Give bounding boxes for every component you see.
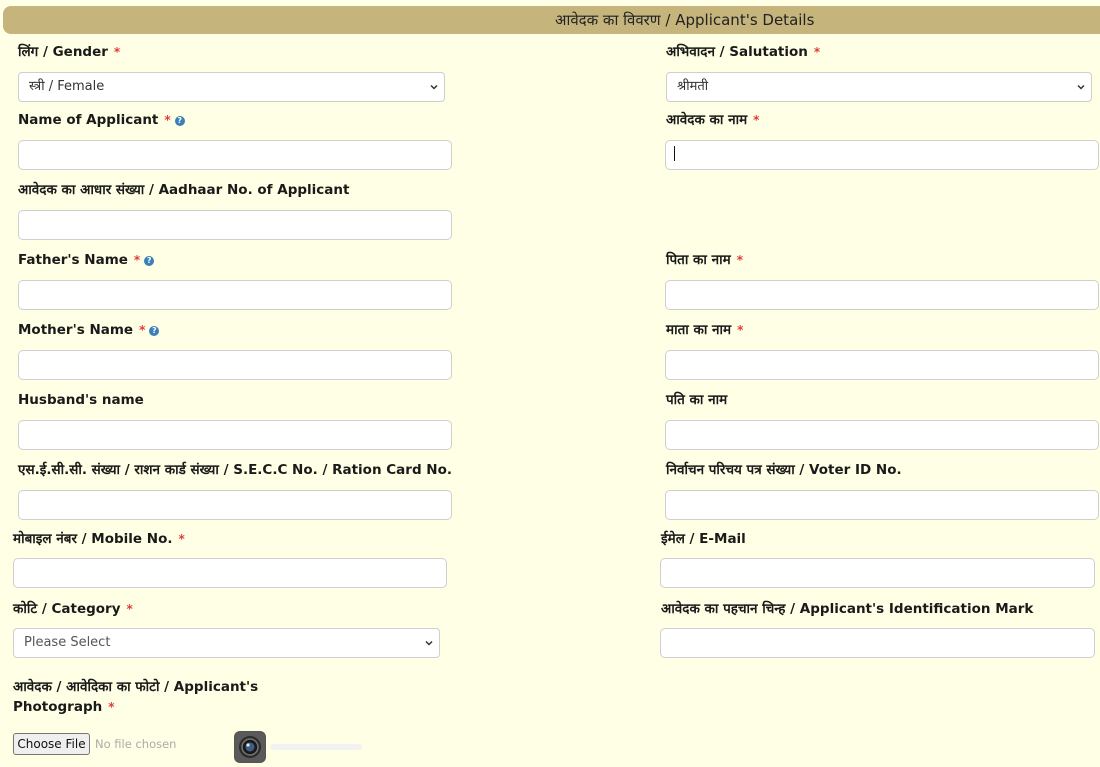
camera-button[interactable] <box>234 731 266 763</box>
name-en-label-text: Name of Applicant <box>18 112 159 128</box>
husband-en-input[interactable] <box>18 420 452 450</box>
chevron-down-icon <box>430 83 438 91</box>
help-icon[interactable]: ? <box>175 116 185 126</box>
mother-en-label <box>18 321 159 339</box>
required-marker: * <box>133 253 141 267</box>
father-en-label-text: Father's Name <box>18 252 128 268</box>
required-marker: * <box>736 253 743 267</box>
id-mark-input[interactable] <box>660 628 1095 658</box>
id-mark-label: आवेदक का पहचान चिन्ह / Applicant's Identification Mark <box>661 601 1034 617</box>
name-hi-label-text: आवेदक का नाम <box>666 112 748 128</box>
category-label-text: कोटि / Category <box>13 601 121 617</box>
mother-hi-input[interactable] <box>665 350 1099 380</box>
mobile-input[interactable] <box>13 558 447 588</box>
husband-hi-input[interactable] <box>665 420 1099 450</box>
salutation-select[interactable] <box>666 72 1092 102</box>
secc-label: एस.ई.सी.सी. संख्या / राशन कार्ड संख्या / S.E.C.C No. / Ration Card No. <box>18 462 453 478</box>
voter-label: निर्वाचन परिचय पत्र संख्या / Voter ID No. <box>666 462 902 478</box>
section-title: आवेदक का विवरण / Applicant's Details <box>555 11 815 29</box>
email-input[interactable] <box>660 558 1095 588</box>
father-hi-label-text: पिता का नाम <box>666 252 731 268</box>
name-hi-input[interactable] <box>665 140 1099 170</box>
photo-label-line2 <box>13 698 115 716</box>
mother-en-label-text: Mother's Name <box>18 322 134 338</box>
category-select-value: Please Select <box>24 635 111 650</box>
help-icon[interactable]: ? <box>144 256 154 266</box>
gender-select[interactable] <box>18 72 445 102</box>
required-marker: * <box>813 45 821 59</box>
required-marker: * <box>126 602 133 616</box>
choose-file-button[interactable]: Choose File <box>13 733 90 755</box>
husband-en-label: Husband's name <box>18 392 144 408</box>
mobile-label-text: मोबाइल नंबर / Mobile No. <box>13 531 173 547</box>
text-cursor <box>674 146 675 161</box>
secc-input[interactable] <box>18 490 452 520</box>
help-icon[interactable]: ? <box>149 326 159 336</box>
husband-hi-label: पति का नाम <box>666 392 728 408</box>
gender-select-value: स्त्री / Female <box>29 79 105 94</box>
father-en-input[interactable] <box>18 280 452 310</box>
mother-hi-label <box>666 321 743 339</box>
name-en-label <box>18 111 185 129</box>
mother-en-input[interactable] <box>18 350 452 380</box>
required-marker: * <box>164 113 171 127</box>
category-select[interactable] <box>13 628 440 658</box>
name-en-input[interactable] <box>18 140 452 170</box>
chevron-down-icon <box>1077 83 1085 91</box>
camera-icon <box>234 731 266 763</box>
photo-label-line2-text: Photograph <box>13 699 103 715</box>
aadhaar-label: आवेदक का आधार संख्या / Aadhaar No. of Applicant <box>18 182 350 198</box>
voter-input[interactable] <box>665 490 1099 520</box>
father-en-label <box>18 251 154 269</box>
required-marker: * <box>178 532 185 546</box>
required-marker: * <box>737 323 744 337</box>
salutation-select-value: श्रीमती <box>677 79 709 94</box>
photo-label-line1: आवेदक / आवेदिका का फोटो / Applicant's <box>13 679 259 695</box>
required-marker: * <box>113 45 121 59</box>
salutation-label-text: अभिवादन / Salutation <box>666 44 808 60</box>
required-marker: * <box>753 113 760 127</box>
gender-label <box>18 43 120 61</box>
upload-progress-bar <box>270 744 362 750</box>
gender-label-text: लिंग / Gender <box>18 44 108 60</box>
name-hi-label <box>666 111 759 129</box>
mother-hi-label-text: माता का नाम <box>666 322 732 338</box>
required-marker: * <box>139 323 146 337</box>
salutation-label <box>666 43 820 61</box>
email-label: ईमेल / E-Mail <box>661 531 746 547</box>
father-hi-input[interactable] <box>665 280 1099 310</box>
aadhaar-input[interactable] <box>18 210 452 240</box>
mobile-label <box>13 530 185 548</box>
father-hi-label <box>666 251 743 269</box>
file-status-text: No file chosen <box>95 737 177 751</box>
section-header <box>3 6 1100 34</box>
required-marker: * <box>108 700 115 714</box>
category-label <box>13 600 133 618</box>
chevron-down-icon <box>425 639 433 647</box>
